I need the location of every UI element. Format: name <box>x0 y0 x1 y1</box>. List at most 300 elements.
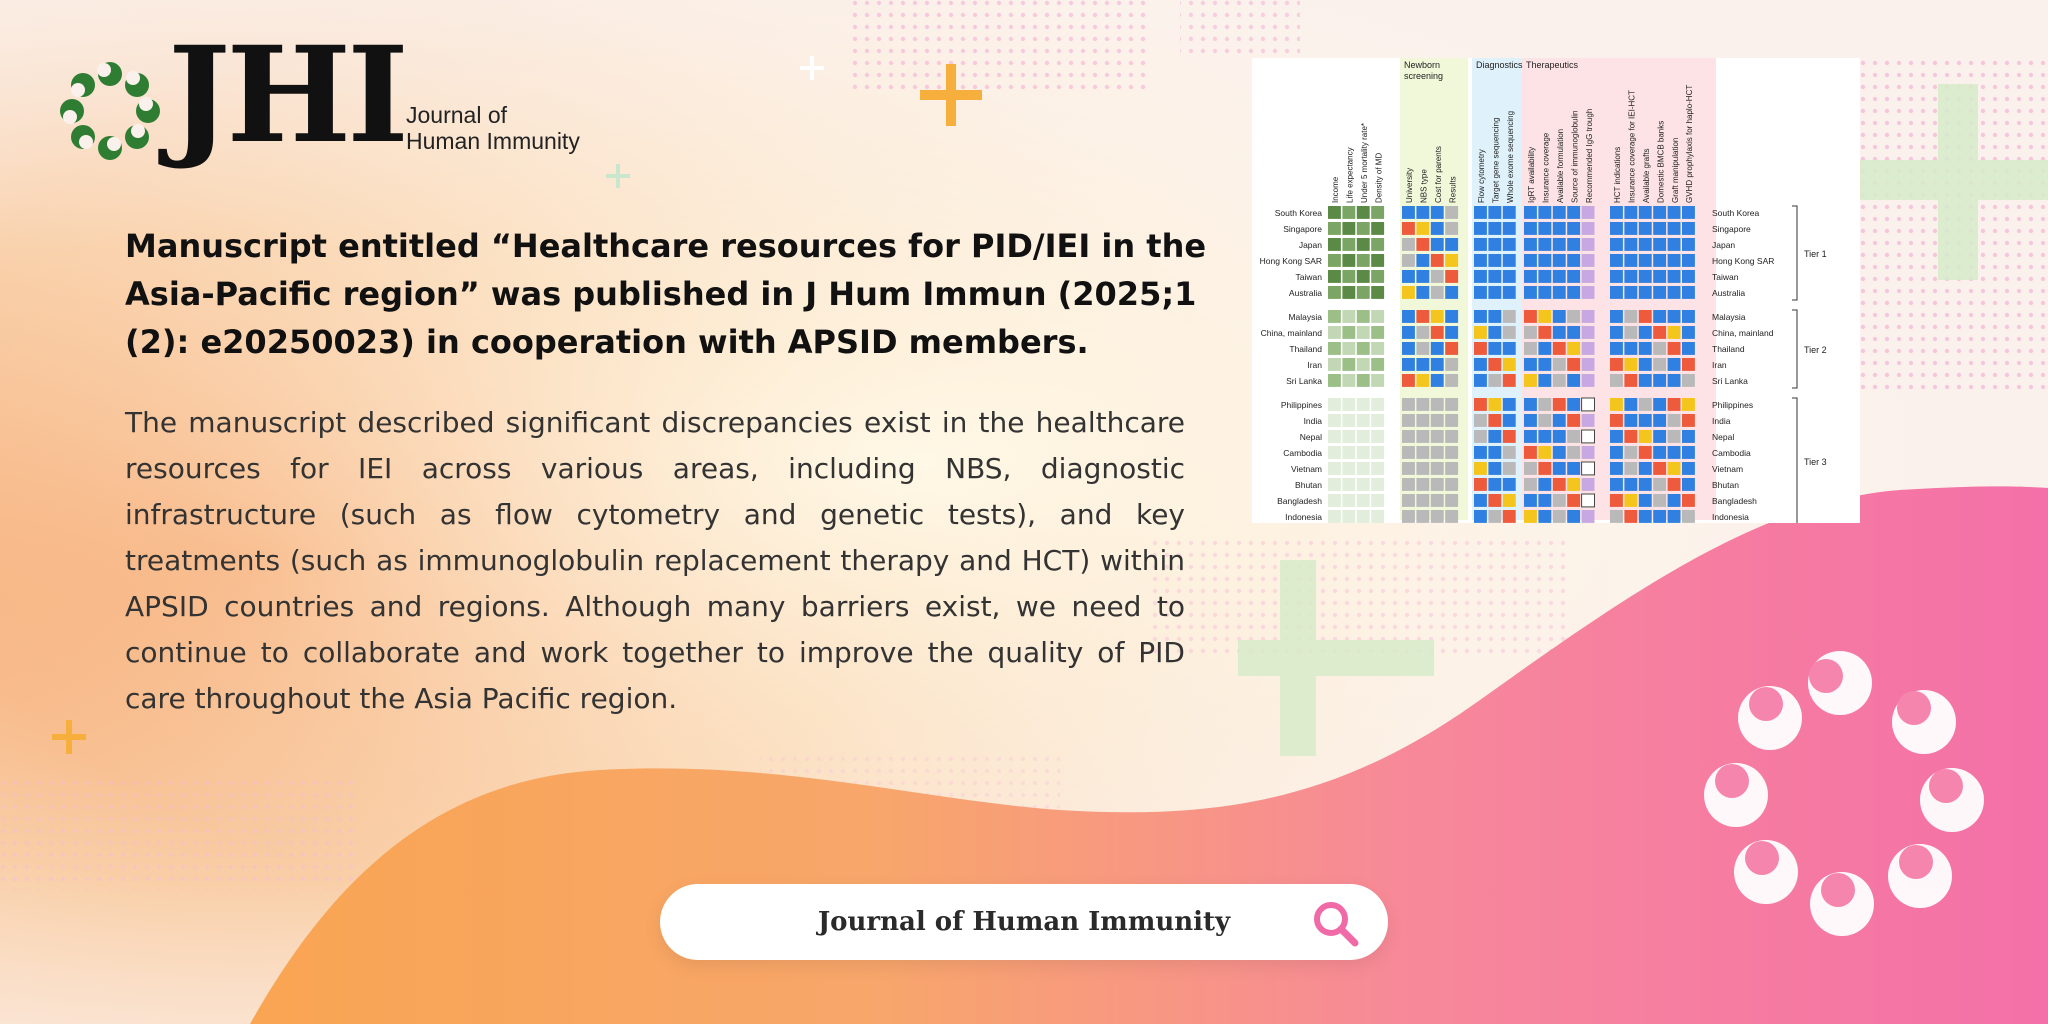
matrix-cell <box>1639 206 1652 219</box>
row-label-right: South Korea <box>1712 208 1760 218</box>
matrix-cell <box>1610 270 1623 283</box>
matrix-cell <box>1639 238 1652 251</box>
matrix-cell <box>1474 374 1487 387</box>
matrix-cell <box>1445 310 1458 323</box>
column-header: Target gene sequencing <box>1491 117 1501 203</box>
row-label-left: Iran <box>1307 360 1322 370</box>
matrix-cell <box>1553 270 1566 283</box>
matrix-cell <box>1431 446 1444 459</box>
column-header: GVHD prophylaxis for haplo-HCT <box>1685 84 1695 203</box>
matrix-cell <box>1371 414 1384 427</box>
matrix-cell <box>1328 430 1341 443</box>
matrix-cell <box>1371 462 1384 475</box>
row-label-right: Singapore <box>1712 224 1751 234</box>
matrix-cell <box>1624 254 1637 267</box>
group-header: Diagnostics <box>1476 60 1523 70</box>
matrix-cell <box>1342 374 1355 387</box>
row-label-right: Sri Lanka <box>1712 376 1748 386</box>
matrix-cell <box>1524 326 1537 339</box>
matrix-cell <box>1402 238 1415 251</box>
column-header: Under 5 mortality rate* <box>1360 122 1369 203</box>
matrix-cell <box>1488 398 1501 411</box>
matrix-cell <box>1538 222 1551 235</box>
row-label-left: Indonesia <box>1285 512 1322 522</box>
column-header: Density of MD <box>1374 152 1384 203</box>
matrix-cell <box>1610 478 1623 491</box>
matrix-cell <box>1503 270 1516 283</box>
matrix-cell <box>1416 398 1429 411</box>
matrix-cell <box>1342 254 1355 267</box>
matrix-cell <box>1553 358 1566 371</box>
matrix-cell <box>1653 310 1666 323</box>
matrix-cell <box>1416 374 1429 387</box>
matrix-cell <box>1653 414 1666 427</box>
row-label-left: Vietnam <box>1290 464 1322 474</box>
logo-subtitle <box>406 102 580 154</box>
matrix-cell <box>1445 494 1458 507</box>
matrix-cell <box>1524 430 1537 443</box>
matrix-cell <box>1371 254 1384 267</box>
matrix-cell <box>1553 286 1566 299</box>
matrix-cell <box>1668 430 1681 443</box>
matrix-cell <box>1402 374 1415 387</box>
matrix-cell <box>1524 478 1537 491</box>
matrix-cell <box>1682 286 1695 299</box>
matrix-cell <box>1371 326 1384 339</box>
matrix-cell <box>1524 238 1537 251</box>
matrix-cell <box>1582 310 1595 323</box>
matrix-cell <box>1639 222 1652 235</box>
matrix-cell <box>1682 494 1695 507</box>
matrix-cell <box>1371 446 1384 459</box>
matrix-cell <box>1567 342 1580 355</box>
matrix-cell <box>1668 254 1681 267</box>
matrix-cell <box>1402 222 1415 235</box>
row-label-left: South Korea <box>1274 208 1322 218</box>
matrix-cell <box>1503 478 1516 491</box>
matrix-cell <box>1371 358 1384 371</box>
matrix-cell <box>1474 510 1487 523</box>
row-label-left: India <box>1303 416 1322 426</box>
matrix-cell <box>1538 286 1551 299</box>
matrix-cell <box>1416 446 1429 459</box>
matrix-cell <box>1431 222 1444 235</box>
matrix-cell <box>1682 206 1695 219</box>
matrix-cell <box>1639 494 1652 507</box>
matrix-cell <box>1416 310 1429 323</box>
group-header: screening <box>1404 71 1444 81</box>
column-header: Results <box>1448 176 1458 203</box>
row-label-right: Bangladesh <box>1712 496 1757 506</box>
matrix-cell <box>1653 270 1666 283</box>
matrix-cell <box>1682 254 1695 267</box>
matrix-cell <box>1503 414 1516 427</box>
matrix-cell <box>1342 446 1355 459</box>
matrix-cell <box>1474 414 1487 427</box>
matrix-cell <box>1503 254 1516 267</box>
matrix-cell <box>1567 270 1580 283</box>
matrix-cell <box>1503 238 1516 251</box>
matrix-cell <box>1342 358 1355 371</box>
matrix-cell <box>1610 286 1623 299</box>
matrix-cell <box>1538 358 1551 371</box>
matrix-cell <box>1342 430 1355 443</box>
matrix-cell <box>1682 478 1695 491</box>
matrix-cell <box>1610 222 1623 235</box>
matrix-cell <box>1488 206 1501 219</box>
matrix-cell <box>1402 206 1415 219</box>
matrix-cell <box>1610 342 1623 355</box>
matrix-cell <box>1357 430 1370 443</box>
matrix-cell <box>1682 414 1695 427</box>
matrix-cell <box>1357 342 1370 355</box>
matrix-cell <box>1328 374 1341 387</box>
matrix-cell <box>1582 326 1595 339</box>
matrix-cell <box>1402 342 1415 355</box>
matrix-cell <box>1503 510 1516 523</box>
matrix-cell <box>1538 478 1551 491</box>
matrix-cell <box>1474 446 1487 459</box>
matrix-cell <box>1610 254 1623 267</box>
matrix-cell <box>1682 374 1695 387</box>
row-label-left: Malaysia <box>1288 312 1322 322</box>
matrix-cell <box>1342 270 1355 283</box>
matrix-cell <box>1402 430 1415 443</box>
matrix-cell <box>1416 326 1429 339</box>
matrix-cell <box>1653 462 1666 475</box>
matrix-cell <box>1488 358 1501 371</box>
journal-search-bar[interactable] <box>660 884 1388 960</box>
column-header: Domestic BMCB banks <box>1656 120 1666 203</box>
matrix-cell <box>1567 374 1580 387</box>
matrix-cell <box>1503 462 1516 475</box>
matrix-cell <box>1488 238 1501 251</box>
matrix-cell <box>1582 414 1595 427</box>
matrix-cell <box>1328 414 1341 427</box>
matrix-cell <box>1488 222 1501 235</box>
matrix-cell <box>1567 286 1580 299</box>
matrix-cell <box>1416 478 1429 491</box>
matrix-cell <box>1342 238 1355 251</box>
matrix-cell <box>1653 374 1666 387</box>
matrix-cell <box>1567 430 1580 443</box>
matrix-cell <box>1371 238 1384 251</box>
row-label-right: Indonesia <box>1712 512 1749 522</box>
matrix-cell <box>1624 510 1637 523</box>
matrix-cell <box>1610 414 1623 427</box>
matrix-cell <box>1538 326 1551 339</box>
matrix-cell <box>1342 414 1355 427</box>
matrix-cell <box>1639 254 1652 267</box>
matrix-cell <box>1445 286 1458 299</box>
row-label-left: Cambodia <box>1283 448 1322 458</box>
matrix-cell <box>1474 238 1487 251</box>
matrix-cell <box>1445 398 1458 411</box>
matrix-cell <box>1653 494 1666 507</box>
matrix-cell <box>1445 222 1458 235</box>
matrix-cell <box>1503 494 1516 507</box>
matrix-cell <box>1431 398 1444 411</box>
matrix-cell <box>1610 446 1623 459</box>
matrix-cell <box>1503 430 1516 443</box>
matrix-cell <box>1524 222 1537 235</box>
matrix-cell <box>1357 326 1370 339</box>
matrix-cell <box>1668 286 1681 299</box>
matrix-cell <box>1371 222 1384 235</box>
matrix-cell <box>1488 342 1501 355</box>
matrix-cell <box>1553 446 1566 459</box>
matrix-cell <box>1402 358 1415 371</box>
matrix-cell <box>1610 430 1623 443</box>
matrix-cell <box>1524 374 1537 387</box>
matrix-cell <box>1474 270 1487 283</box>
matrix-cell <box>1624 374 1637 387</box>
matrix-cell <box>1524 398 1537 411</box>
matrix-cell <box>1610 494 1623 507</box>
matrix-cell <box>1342 342 1355 355</box>
matrix-cell <box>1682 342 1695 355</box>
matrix-cell <box>1553 398 1566 411</box>
matrix-cell <box>1582 494 1595 507</box>
matrix-cell <box>1431 462 1444 475</box>
matrix-cell <box>1524 342 1537 355</box>
matrix-cell <box>1357 286 1370 299</box>
matrix-cell <box>1474 478 1487 491</box>
body-paragraph: The manuscript described significant discrepancies exist in the healthcare resources for IEI across various areas, including NBS, diagnostic infrastructure (such as flow cytometry and genetic tests), and key treatments (such as immunoglobulin replacement therapy and HCT) within APSID countries and regions. Although many barriers exist, we need to continue to collaborate and work together to improve the quality of PID care throughout the Asia Pacific region. <box>125 406 1185 715</box>
matrix-cell <box>1553 414 1566 427</box>
matrix-cell <box>1474 342 1487 355</box>
matrix-cell <box>1624 310 1637 323</box>
row-label-left: Japan <box>1298 240 1322 250</box>
matrix-cell <box>1357 270 1370 283</box>
matrix-cell <box>1328 206 1341 219</box>
matrix-cell <box>1653 238 1666 251</box>
matrix-cell <box>1682 270 1695 283</box>
matrix-cell <box>1682 326 1695 339</box>
row-label-right: Malaysia <box>1712 312 1746 322</box>
matrix-cell <box>1357 494 1370 507</box>
matrix-cell <box>1416 270 1429 283</box>
column-header: Cost for parents <box>1434 146 1443 203</box>
matrix-cell <box>1624 446 1637 459</box>
matrix-cell <box>1538 414 1551 427</box>
matrix-cell <box>1610 510 1623 523</box>
matrix-cell <box>1668 478 1681 491</box>
matrix-cell <box>1610 462 1623 475</box>
matrix-cell <box>1639 342 1652 355</box>
matrix-cell <box>1328 342 1341 355</box>
matrix-cell <box>1488 270 1501 283</box>
row-label-left: Bhutan <box>1295 480 1322 490</box>
matrix-cell <box>1416 510 1429 523</box>
matrix-cell <box>1538 206 1551 219</box>
matrix-cell <box>1610 374 1623 387</box>
matrix-cell <box>1357 206 1370 219</box>
matrix-cell <box>1624 286 1637 299</box>
matrix-cell <box>1402 254 1415 267</box>
matrix-cell <box>1342 286 1355 299</box>
matrix-cell <box>1431 342 1444 355</box>
row-label-right: India <box>1712 416 1731 426</box>
matrix-cell <box>1431 206 1444 219</box>
matrix-cell <box>1357 238 1370 251</box>
matrix-cell <box>1474 254 1487 267</box>
matrix-cell <box>1328 254 1341 267</box>
matrix-cell <box>1653 398 1666 411</box>
matrix-cell <box>1328 462 1341 475</box>
matrix-cell <box>1639 358 1652 371</box>
matrix-cell <box>1538 310 1551 323</box>
matrix-cell <box>1474 222 1487 235</box>
matrix-cell <box>1328 510 1341 523</box>
matrix-cell <box>1416 494 1429 507</box>
matrix-cell <box>1371 374 1384 387</box>
matrix-cell <box>1582 206 1595 219</box>
matrix-cell <box>1653 222 1666 235</box>
matrix-cell <box>1639 310 1652 323</box>
tier-bracket <box>1792 206 1797 300</box>
logo-letters: JHI <box>168 18 405 173</box>
row-label-right: Bhutan <box>1712 480 1739 490</box>
matrix-cell <box>1488 462 1501 475</box>
matrix-cell <box>1624 430 1637 443</box>
matrix-cell <box>1488 374 1501 387</box>
matrix-cell <box>1610 310 1623 323</box>
matrix-cell <box>1567 206 1580 219</box>
matrix-cell <box>1488 510 1501 523</box>
matrix-cell <box>1328 494 1341 507</box>
matrix-cell <box>1624 270 1637 283</box>
matrix-cell <box>1538 398 1551 411</box>
journal-logo <box>58 18 598 182</box>
logo-subtitle-line-1: Journal of <box>406 102 508 128</box>
matrix-cell <box>1639 286 1652 299</box>
matrix-cell <box>1342 478 1355 491</box>
matrix-cell <box>1639 414 1652 427</box>
matrix-cell <box>1538 238 1551 251</box>
matrix-cell <box>1445 206 1458 219</box>
matrix-cell <box>1402 462 1415 475</box>
matrix-cell <box>1402 494 1415 507</box>
matrix-cell <box>1582 430 1595 443</box>
matrix-cell <box>1653 430 1666 443</box>
row-label-right: Philippines <box>1712 400 1754 410</box>
matrix-cell <box>1624 206 1637 219</box>
matrix-cell <box>1503 446 1516 459</box>
matrix-cell <box>1488 414 1501 427</box>
matrix-cell <box>1503 326 1516 339</box>
matrix-cell <box>1431 254 1444 267</box>
matrix-cell <box>1503 222 1516 235</box>
matrix-cell <box>1567 398 1580 411</box>
matrix-cell <box>1474 462 1487 475</box>
search-bar-text: Journal of Human Immunity <box>817 907 1231 937</box>
matrix-cell <box>1431 238 1444 251</box>
matrix-cell <box>1582 286 1595 299</box>
row-label-left: Taiwan <box>1295 272 1322 282</box>
matrix-cell <box>1402 478 1415 491</box>
matrix-cell <box>1610 358 1623 371</box>
column-header: Insurance coverage for IEI-HCT <box>1627 90 1637 203</box>
row-label-left: Hong Kong SAR <box>1259 256 1322 266</box>
matrix-cell <box>1668 310 1681 323</box>
matrix-cell <box>1524 414 1537 427</box>
matrix-cell <box>1328 478 1341 491</box>
matrix-cell <box>1488 310 1501 323</box>
matrix-cell <box>1553 254 1566 267</box>
matrix-cell <box>1682 222 1695 235</box>
row-label-right: Hong Kong SAR <box>1712 256 1775 266</box>
tier-label: Tier 2 <box>1804 345 1827 355</box>
matrix-cell <box>1538 462 1551 475</box>
row-label-left: Nepal <box>1299 432 1322 442</box>
matrix-cell <box>1328 238 1341 251</box>
matrix-cell <box>1668 222 1681 235</box>
matrix-cell <box>1445 478 1458 491</box>
matrix-cell <box>1328 326 1341 339</box>
matrix-cell <box>1371 430 1384 443</box>
group-header: Therapeutics <box>1526 60 1579 70</box>
matrix-cell <box>1682 510 1695 523</box>
matrix-cell <box>1624 342 1637 355</box>
matrix-cell <box>1524 358 1537 371</box>
matrix-cell <box>1445 374 1458 387</box>
matrix-cell <box>1416 286 1429 299</box>
matrix-cell <box>1682 462 1695 475</box>
matrix-cell <box>1357 462 1370 475</box>
matrix-cell <box>1582 374 1595 387</box>
matrix-cell <box>1668 358 1681 371</box>
matrix-cell <box>1682 310 1695 323</box>
matrix-cell <box>1610 206 1623 219</box>
tier-bracket <box>1792 398 1797 523</box>
matrix-cell <box>1524 254 1537 267</box>
column-header: Flow cytometry <box>1477 149 1487 203</box>
matrix-cell <box>1639 326 1652 339</box>
matrix-cell <box>1402 510 1415 523</box>
matrix-cell <box>1582 222 1595 235</box>
matrix-cell <box>1357 414 1370 427</box>
matrix-cell <box>1538 270 1551 283</box>
matrix-cell <box>1503 286 1516 299</box>
matrix-cell <box>1653 206 1666 219</box>
matrix-cell <box>1402 286 1415 299</box>
matrix-cell <box>1553 238 1566 251</box>
row-label-right: Taiwan <box>1712 272 1739 282</box>
row-label-right: Japan <box>1712 240 1736 250</box>
column-header: Source of immunoglobulin <box>1570 110 1580 203</box>
matrix-cell <box>1524 206 1537 219</box>
logo-subtitle-line-2: Human Immunity <box>406 128 580 154</box>
matrix-cell <box>1431 430 1444 443</box>
matrix-cell <box>1567 494 1580 507</box>
matrix-cell <box>1624 494 1637 507</box>
matrix-cell <box>1342 206 1355 219</box>
matrix-cell <box>1668 238 1681 251</box>
column-header: Available formulation <box>1556 128 1565 203</box>
matrix-cell <box>1371 270 1384 283</box>
matrix-cell <box>1416 206 1429 219</box>
resources-matrix <box>1252 58 1860 523</box>
matrix-cell <box>1474 430 1487 443</box>
search-icon[interactable] <box>1310 898 1362 950</box>
column-header: NBS type <box>1419 169 1429 203</box>
matrix-cell <box>1445 342 1458 355</box>
matrix-cell <box>1503 374 1516 387</box>
matrix-cell <box>1524 510 1537 523</box>
matrix-cell <box>1488 478 1501 491</box>
matrix-cell <box>1582 510 1595 523</box>
